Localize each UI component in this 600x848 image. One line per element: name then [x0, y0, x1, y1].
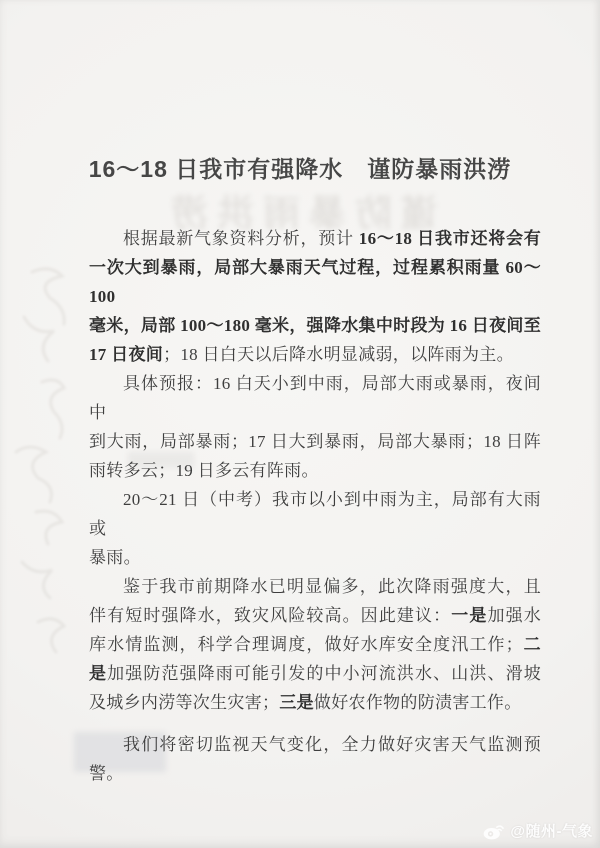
bold-text-segment: 一是: [451, 606, 488, 625]
bold-text-segment: 一次大到暴雨，局部大暴雨天气过程，过程累积雨量 60～100: [89, 258, 541, 306]
text-segment: 具体预报：16 白天小到中雨，局部大雨或暴雨，夜间中: [89, 374, 541, 422]
text-line: [89, 427, 541, 456]
text-segment: 伴有短时强降水，致灾风险较高。因此建议：: [89, 606, 452, 625]
text-line: [89, 601, 541, 630]
text-line: [89, 456, 541, 485]
text-segment: 根据最新气象资料分析，预计: [123, 229, 359, 248]
text-line: [89, 730, 541, 759]
bold-text-segment: 17 日夜间: [89, 345, 164, 364]
document-title: 16～18 日我市有强降水 谨防暴雨洪涝: [88, 156, 512, 182]
bold-text-segment: 毫米，局部 100～180 毫米，强降水集中时段为 16 日夜间至: [89, 316, 541, 335]
text-line: [89, 659, 541, 688]
text-segment: 20～21 日（中考）我市以小到中雨为主，局部有大雨或: [89, 490, 541, 538]
watermark-handle: @随州-气象: [510, 823, 593, 840]
text-segment: 及城乡内涝等次生灾害；: [89, 693, 280, 712]
paragraph: [89, 224, 541, 369]
text-line: [89, 224, 541, 253]
document-body: [89, 224, 541, 788]
paragraph: [89, 369, 541, 485]
text-line: [89, 759, 541, 788]
text-segment: 加强防范强降雨可能引发的中小河流洪水、山洪、滑坡: [107, 664, 541, 683]
text-line: [89, 340, 541, 369]
text-segment: 鉴于我市前期降水已明显偏多，此次降雨强度大，且: [123, 577, 541, 596]
text-segment: 加强水: [487, 606, 542, 625]
bold-text-segment: 二: [522, 635, 541, 654]
text-segment: 警。: [89, 764, 124, 783]
text-segment: ；18 日白天以后降水明显减弱，以阵雨为主。: [163, 345, 514, 364]
bold-text-segment: 16～18 日我市还将会有: [358, 229, 541, 248]
text-line: [89, 688, 541, 717]
paragraph: [89, 730, 541, 788]
text-segment: 我们将密切监视天气变化，全力做好灾害天气监测预: [123, 735, 541, 754]
bleed-through-ghost: 谨防暴雨洪涝: [162, 193, 438, 234]
text-segment: 雨转多云；19 日多云有阵雨。: [89, 461, 319, 480]
text-line: [89, 253, 541, 311]
text-line: [89, 369, 541, 427]
bold-text-segment: 是: [89, 664, 108, 683]
weibo-logo-icon: [483, 822, 505, 840]
text-line: [89, 572, 541, 601]
paragraph: [89, 485, 541, 572]
watermark: [483, 820, 593, 841]
text-segment: 到大雨，局部暴雨；17 日大到暴雨，局部大暴雨；18 日阵: [89, 432, 541, 451]
handwriting-ghost: [2, 262, 72, 682]
text-segment: 库水情监测，科学合理调度，做好水库安全度汛工作；: [89, 635, 523, 654]
text-segment: 暴雨。: [89, 548, 141, 567]
bold-text-segment: 三是: [279, 693, 314, 712]
text-line: [89, 485, 541, 543]
text-segment: 做好农作物的防渍害工作。: [313, 693, 522, 712]
text-line: [89, 630, 541, 659]
text-line: [89, 311, 541, 340]
paragraph: [89, 572, 541, 717]
text-line: [89, 543, 541, 572]
